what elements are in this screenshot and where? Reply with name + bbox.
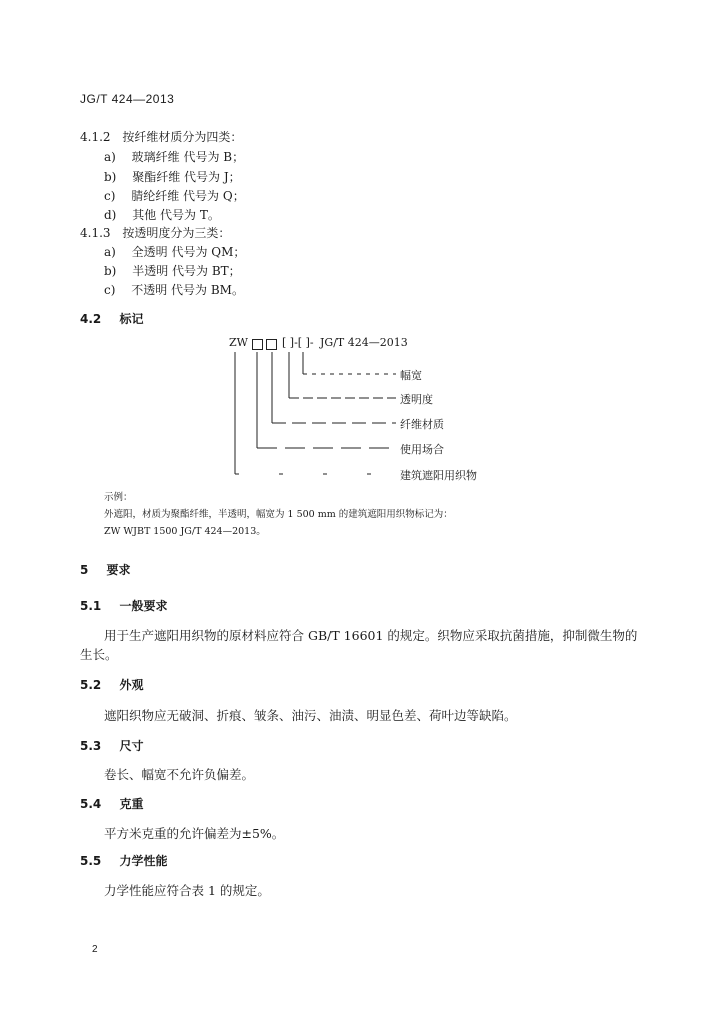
example-label: 示例： — [104, 492, 133, 503]
list-marker: b) — [104, 264, 117, 278]
section-5-5-heading — [80, 852, 167, 869]
example-code: ZW WJBT 1500 JG/T 424—2013。 — [104, 526, 266, 537]
marking-label-transparency: 透明度 — [400, 393, 433, 406]
section-5-3-text: 卷长、幅宽不允许负偏差。 — [104, 767, 255, 782]
list-text: 腈纶纤维 代号为 Q； — [131, 189, 245, 203]
section-title: 克重 — [119, 797, 144, 811]
example-text: 外遮阳，材质为聚酯纤维，半透明，幅宽为 1 500 mm 的建筑遮阳用织物标记为： — [104, 509, 453, 520]
section-number: 5.1 — [80, 599, 102, 613]
section-title: 一般要求 — [119, 599, 168, 613]
section-5-3-heading — [80, 737, 143, 754]
section-5-heading — [80, 561, 131, 578]
section-5-2-text: 遮阳织物应无破洞、折痕、皱条、油污、油渍、明显色差、荷叶边等缺陷。 — [104, 708, 517, 723]
section-5-1-heading — [80, 597, 167, 614]
page-number: 2 — [92, 944, 98, 955]
list-text: 聚酯纤维 代号为 J； — [132, 170, 241, 184]
section-5-1-text-line2: 生长。 — [80, 647, 118, 662]
standard-code-header: JG/T 424—2013 — [80, 92, 175, 106]
marking-label-usage: 使用场合 — [400, 443, 444, 456]
clause-number: 4.1.3 — [80, 226, 111, 240]
list-text: 玻璃纤维 代号为 B； — [131, 150, 245, 164]
section-title: 标记 — [119, 312, 144, 326]
list-marker: d) — [104, 208, 117, 222]
section-number: 5.3 — [80, 739, 102, 753]
marking-suffix: JG/T 424—2013 — [320, 336, 408, 349]
list-text: 全透明 代号为 QM； — [131, 245, 246, 259]
section-title: 尺寸 — [119, 739, 144, 753]
section-5-4-heading — [80, 795, 143, 812]
section-number: 5 — [80, 563, 89, 577]
section-title: 外观 — [119, 678, 144, 692]
marking-prefix: ZW — [229, 336, 248, 349]
list-marker: b) — [104, 170, 117, 184]
section-5-5-text: 力学性能应符合表 1 的规定。 — [104, 883, 270, 898]
section-number: 5.2 — [80, 678, 102, 692]
list-marker: a) — [104, 150, 116, 164]
marking-label-product: 建筑遮阳用织物 — [400, 469, 477, 482]
list-text: 不透明 代号为 BM。 — [131, 283, 244, 297]
section-5-4-text: 平方米克重的允许偏差为±5%。 — [104, 826, 285, 841]
clause-number: 4.1.2 — [80, 130, 111, 144]
section-number: 5.5 — [80, 854, 102, 868]
list-text: 其他 代号为 T。 — [132, 208, 220, 222]
list-marker: c) — [104, 283, 116, 297]
section-5-1-text-line1: 用于生产遮阳用织物的原材料应符合 GB/T 16601 的规定。织物应采取抗菌措施，抑制微生物的 — [104, 628, 638, 643]
marking-label-width: 幅宽 — [400, 369, 422, 382]
marking-brackets: [ ]-[ ]- — [282, 336, 314, 349]
clause-text: 按纤维材质分为四类： — [122, 130, 243, 144]
section-number: 5.4 — [80, 797, 102, 811]
list-marker: c) — [104, 189, 116, 203]
marking-label-material: 纤维材质 — [400, 418, 444, 431]
list-marker: a) — [104, 245, 116, 259]
clause-text: 按透明度分为三类： — [122, 226, 231, 240]
section-title: 力学性能 — [119, 854, 168, 868]
section-title: 要求 — [106, 563, 131, 577]
section-number: 4.2 — [80, 312, 102, 326]
section-5-2-heading — [80, 676, 143, 693]
list-text: 半透明 代号为 BT； — [132, 264, 241, 278]
